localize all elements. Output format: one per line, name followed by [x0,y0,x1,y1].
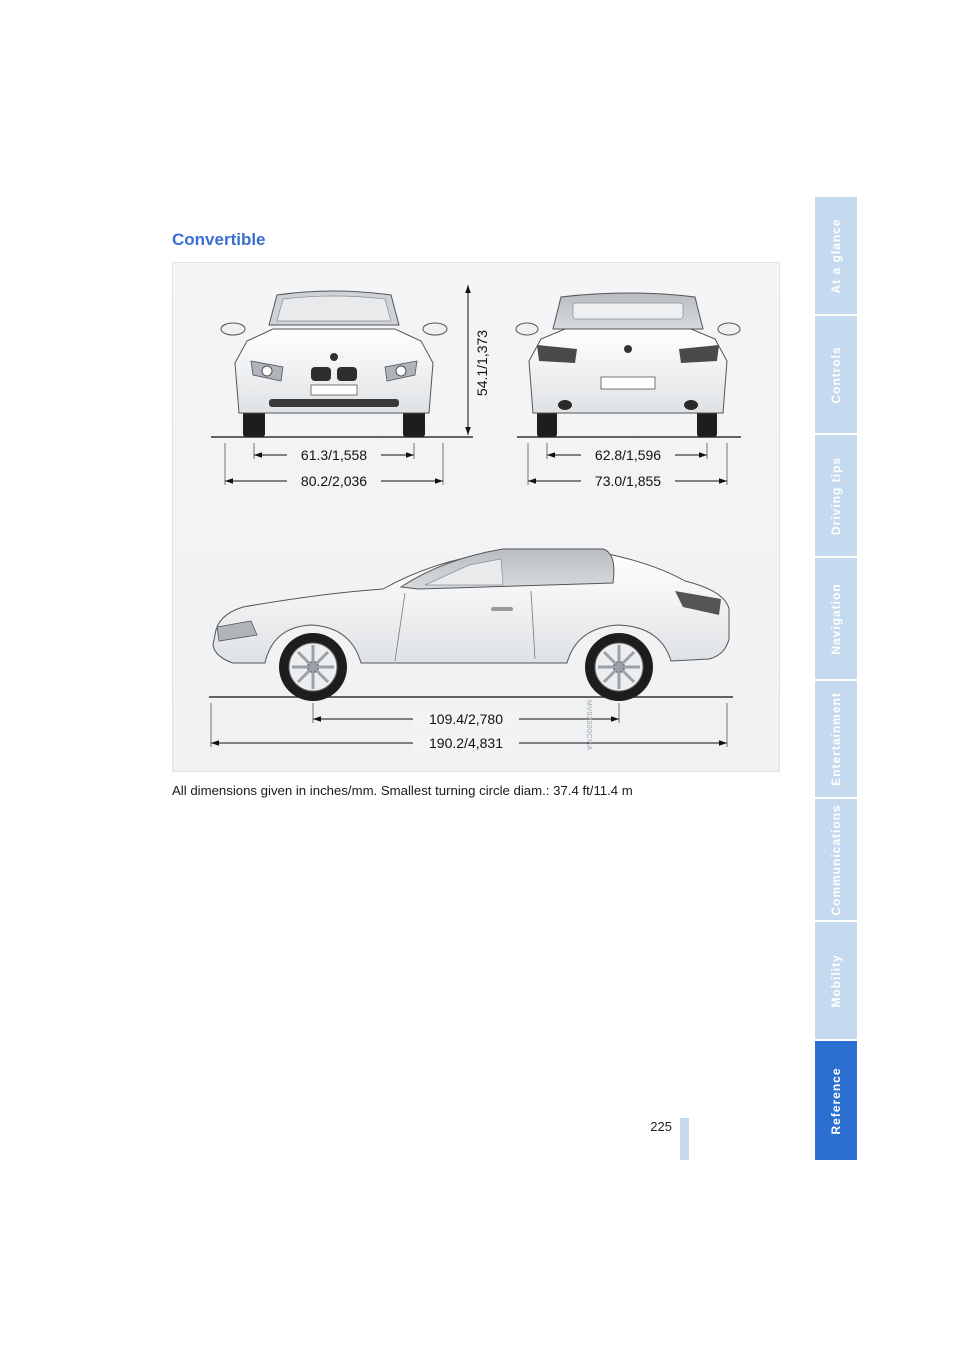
tab-controls[interactable] [815,316,857,433]
rear-track-label: 62.8/1,596 [594,447,662,463]
tab-navigation[interactable] [815,558,857,679]
tab-at-a-glance[interactable] [815,197,857,314]
tab-label: Reference [829,1066,843,1135]
rear-width-label: 73.0/1,855 [594,473,662,489]
tab-driving-tips[interactable] [815,435,857,556]
tab-label: Entertainment [829,692,843,786]
tab-label: Communications [829,803,843,916]
dimension-drawing [173,263,781,773]
side-view [209,549,733,701]
tab-label: Controls [829,345,843,404]
chapter-sidebar [815,197,857,1160]
tab-communications[interactable] [815,799,857,920]
front-view [211,291,473,437]
page-number: 225 [650,1119,672,1134]
page-number-bar [680,1118,689,1160]
tab-label: Driving tips [829,456,843,535]
front-track-label: 61.3/1,558 [300,447,368,463]
front-wheel [279,633,347,701]
rear-view [516,293,741,437]
wheelbase-label: 109.4/2,780 [429,711,503,727]
tab-label: Mobility [829,953,843,1008]
tab-mobility[interactable] [815,922,857,1039]
rear-wheel [585,633,653,701]
front-height-label: 54.1/1,373 [474,329,490,397]
section-title: Convertible [172,230,266,249]
vehicle-dimensions-figure [172,262,780,772]
length-label: 190.2/4,831 [429,735,503,751]
tab-label: At a glance [829,217,843,294]
tab-entertainment[interactable] [815,681,857,797]
figure-code: MV02300CMA [585,700,592,751]
front-width-label: 80.2/2,036 [300,473,368,489]
dimensions-caption: All dimensions given in inches/mm. Smallest turning circle diam.: 37.4 ft/11.4 m [172,783,633,798]
tab-reference[interactable] [815,1041,857,1160]
tab-label: Navigation [829,582,843,655]
